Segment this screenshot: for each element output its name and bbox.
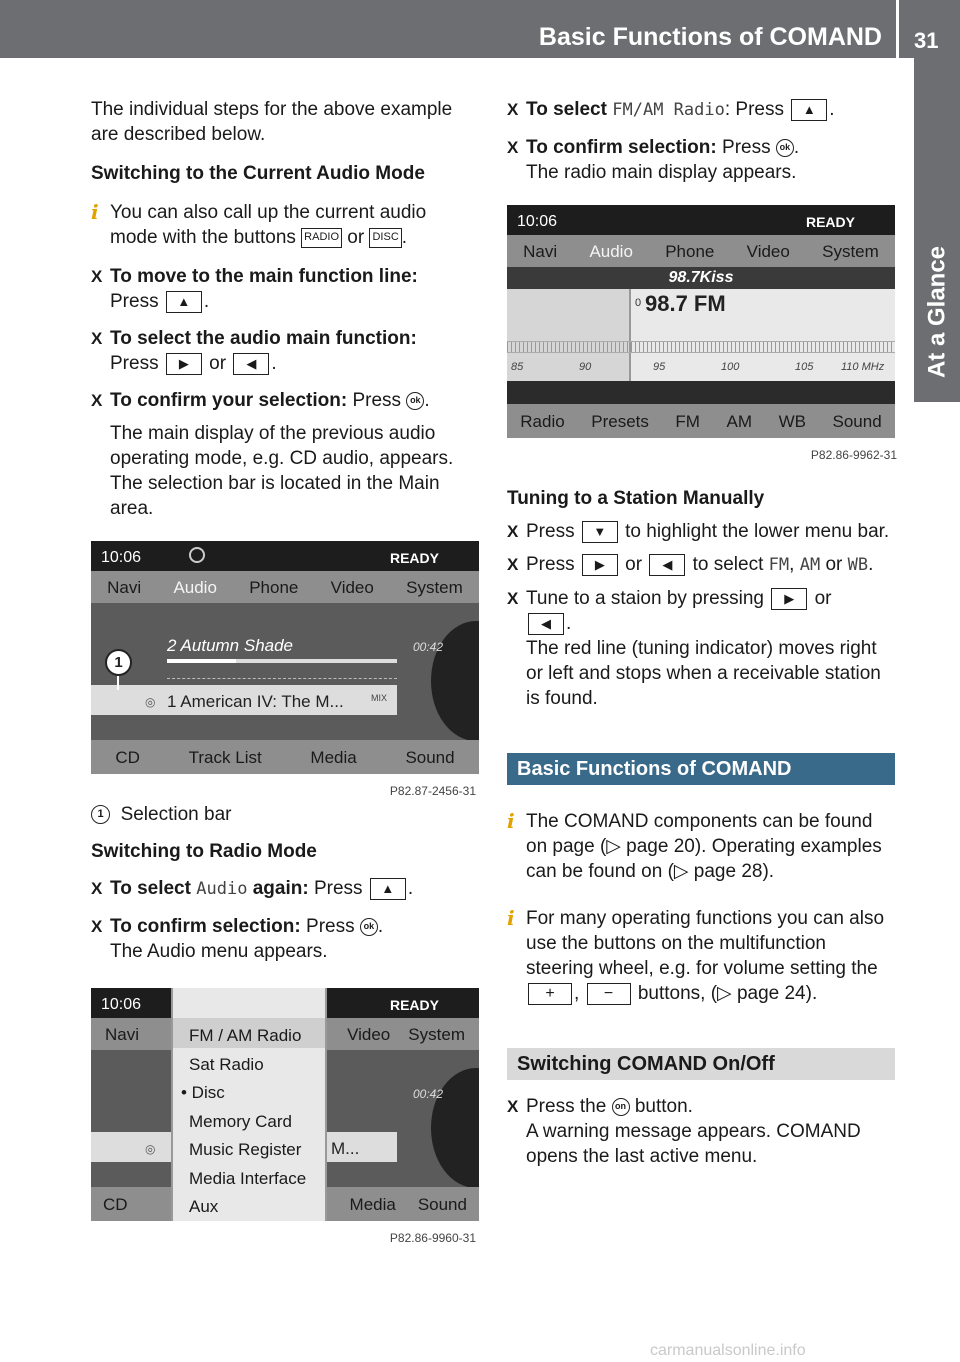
tuning-left-panel <box>507 289 629 381</box>
note-steering-wheel: i For many operating functions you can also use the buttons on the multifunction steering wheel, e.g. for volume setting the + , − buttons, (▷ page 24). <box>507 906 885 1004</box>
progress-fill <box>167 659 236 663</box>
radio-key-icon: RADIO <box>301 228 342 248</box>
minus-key-icon: − <box>587 983 631 1005</box>
menu-item-disc[interactable]: • Disc <box>181 1083 225 1102</box>
side-tab-text: At a Glance <box>923 245 951 379</box>
info-icon: i <box>507 906 515 930</box>
heading-radio-mode: Switching to Radio Mode <box>91 841 317 862</box>
step-select-fm-am: X To select FM/AM Radio: Press ▲ . <box>507 97 897 123</box>
callout-1: 1 <box>105 649 132 676</box>
section-on-off: Switching COMAND On/Off <box>507 1048 895 1080</box>
screenshot-radio: 10:06 READY Navi Audio Phone Video System 98.7Kiss 0 98.7 FM 85 90 95 100 105 110 MHz Radio Presets FM AM WB Sound <box>507 205 895 438</box>
cd-icon: ◎ <box>145 695 156 709</box>
screenshot-cd-audio: 10:06 READY Navi Audio Phone Video System 2 Autumn Shade 00:42 ◎ 1 American IV: The M... MIX 1 CD Track List Media Sound <box>91 541 479 774</box>
audio-menu <box>171 988 327 1221</box>
right-arrow-key-icon: ▶ <box>582 554 618 576</box>
left-arrow-key-icon: ◀ <box>528 613 564 635</box>
section-basic-functions: Basic Functions of COMAND <box>507 753 895 785</box>
main-function-line: Navi Audio Phone Video System <box>91 571 479 603</box>
heading-current-audio: Switching to the Current Audio Mode <box>91 163 425 184</box>
left-arrow-key-icon: ◀ <box>233 353 269 375</box>
status-bar: 10:06 READY <box>507 205 895 235</box>
info-icon: i <box>507 809 515 833</box>
menu-item-aux[interactable]: Aux <box>189 1197 219 1216</box>
bottom-menu: CD Track List Media Sound <box>91 740 479 774</box>
menu-item-media-interface[interactable]: Media Interface <box>189 1168 307 1188</box>
caption-selection-bar: 1 Selection bar <box>91 802 476 827</box>
step-select-band: X Press ▶ or ◀ to select FM, AM or WB. <box>507 552 897 578</box>
status-bar: 10:06 READY <box>91 541 479 571</box>
right-column <box>507 97 897 1169</box>
header-divider <box>896 0 899 58</box>
step-select-audio: X To select the audio main function: Press ▶ or ◀ . <box>91 326 476 376</box>
page-header <box>0 0 960 58</box>
menu-item-sat-radio[interactable]: Sat Radio <box>189 1054 264 1074</box>
step-confirm-audio: X To confirm selection: Press ok . The Audio menu appears. <box>91 914 476 964</box>
left-arrow-key-icon: ◀ <box>649 554 685 576</box>
heading-tuning: Tuning to a Station Manually <box>507 488 765 509</box>
figure-ref-3: P82.86-9962-31 <box>810 448 897 462</box>
up-arrow-key-icon: ▲ <box>166 291 202 313</box>
progress-ticks <box>167 669 397 679</box>
step-confirm-radio: X To confirm selection: Press ok . The radio main display appears. <box>507 135 897 185</box>
main-function-line: Navi Audio Phone Video System <box>507 235 895 267</box>
page-number: 31 <box>914 28 939 53</box>
ok-button-icon: ok <box>776 139 794 157</box>
selection-bar: ◎ M... <box>91 1132 397 1162</box>
header-title: Basic Functions of COMAND <box>538 23 882 51</box>
frequency-scale <box>507 341 895 353</box>
audio-menu-items <box>181 1022 307 1221</box>
screenshot-audio-menu: 10:06 READY Navi Video System 00:42 ◎ M... CD Media Sound FM / AM Radio Sat Radio • Disc Memory Card Music Register Media Interface Aux <box>91 988 479 1221</box>
step-confirm-desc: The main display of the previous audio operating mode, e.g. CD audio, appears. The selection bar is located in the Main area. <box>110 423 454 519</box>
step-press-power: X Press the on button. A warning message appears. COMAND opens the last active menu. <box>507 1094 897 1169</box>
bottom-menu: CD Media Sound <box>91 1187 479 1221</box>
station-name: 98.7Kiss <box>507 267 895 289</box>
figure-ref-1: P82.87-2456-31 <box>389 784 476 798</box>
tuning-indicator <box>629 289 631 381</box>
menu-item-fm-am-radio[interactable]: FM / AM Radio <box>189 1026 302 1045</box>
down-arrow-key-icon: ▼ <box>582 521 618 543</box>
step-tune-station: X Tune to a staion by pressing ▶ or ◀ . The red line (tuning indicator) moves right or left and stops when a receivable station is found. <box>507 586 897 711</box>
disc-icon <box>189 547 205 563</box>
menu-item-memory-card[interactable]: Memory Card <box>189 1111 292 1131</box>
menu-item-music-register[interactable]: Music Register <box>189 1140 302 1159</box>
step-move-main-line: X To move to the main function line: Press ▲ . <box>91 264 476 314</box>
left-column <box>91 97 476 1243</box>
progress-track <box>167 659 397 663</box>
bottom-menu: Radio Presets FM AM WB Sound <box>507 404 895 438</box>
step-select-audio-again: X To select Audio again: Press ▲ . <box>91 876 476 902</box>
info-icon: i <box>91 200 99 224</box>
disc-key-icon: DISC <box>369 228 401 248</box>
status-bar: 10:06 READY <box>91 988 479 1018</box>
right-arrow-key-icon: ▶ <box>771 588 807 610</box>
power-button-icon: on <box>612 1098 630 1116</box>
up-arrow-key-icon: ▲ <box>370 878 406 900</box>
ok-button-icon: ok <box>406 392 424 410</box>
figure-ref-2: P82.86-9960-31 <box>389 1231 476 1245</box>
right-arrow-key-icon: ▶ <box>166 353 202 375</box>
note-components: i The COMAND components can be found on page (▷ page 20). Operating examples can be found on (▷ page 28). <box>507 809 882 882</box>
cd-icon: ◎ <box>145 1142 156 1156</box>
note-current-audio: i You can also call up the current audio mode with the buttons RADIO or DISC . <box>91 200 427 248</box>
intro-text: The individual steps for the above example are described below. <box>91 99 453 145</box>
footer-watermark: carmanualsonline.info <box>650 1342 806 1359</box>
frequency-readout: 98.7 FM <box>645 291 726 316</box>
selection-bar: ◎ 1 American IV: The M... MIX <box>91 685 397 715</box>
main-function-line: Navi Video System <box>91 1018 479 1050</box>
step-highlight-lower-bar: X Press ▼ to highlight the lower menu bar. <box>507 519 897 544</box>
step-confirm-selection: X To confirm your selection: Press ok . <box>91 388 476 413</box>
callout-line <box>117 676 119 690</box>
ok-button-icon: ok <box>360 918 378 936</box>
plus-key-icon: + <box>528 983 572 1005</box>
side-tab-label <box>914 58 960 402</box>
up-arrow-key-icon: ▲ <box>791 99 827 121</box>
